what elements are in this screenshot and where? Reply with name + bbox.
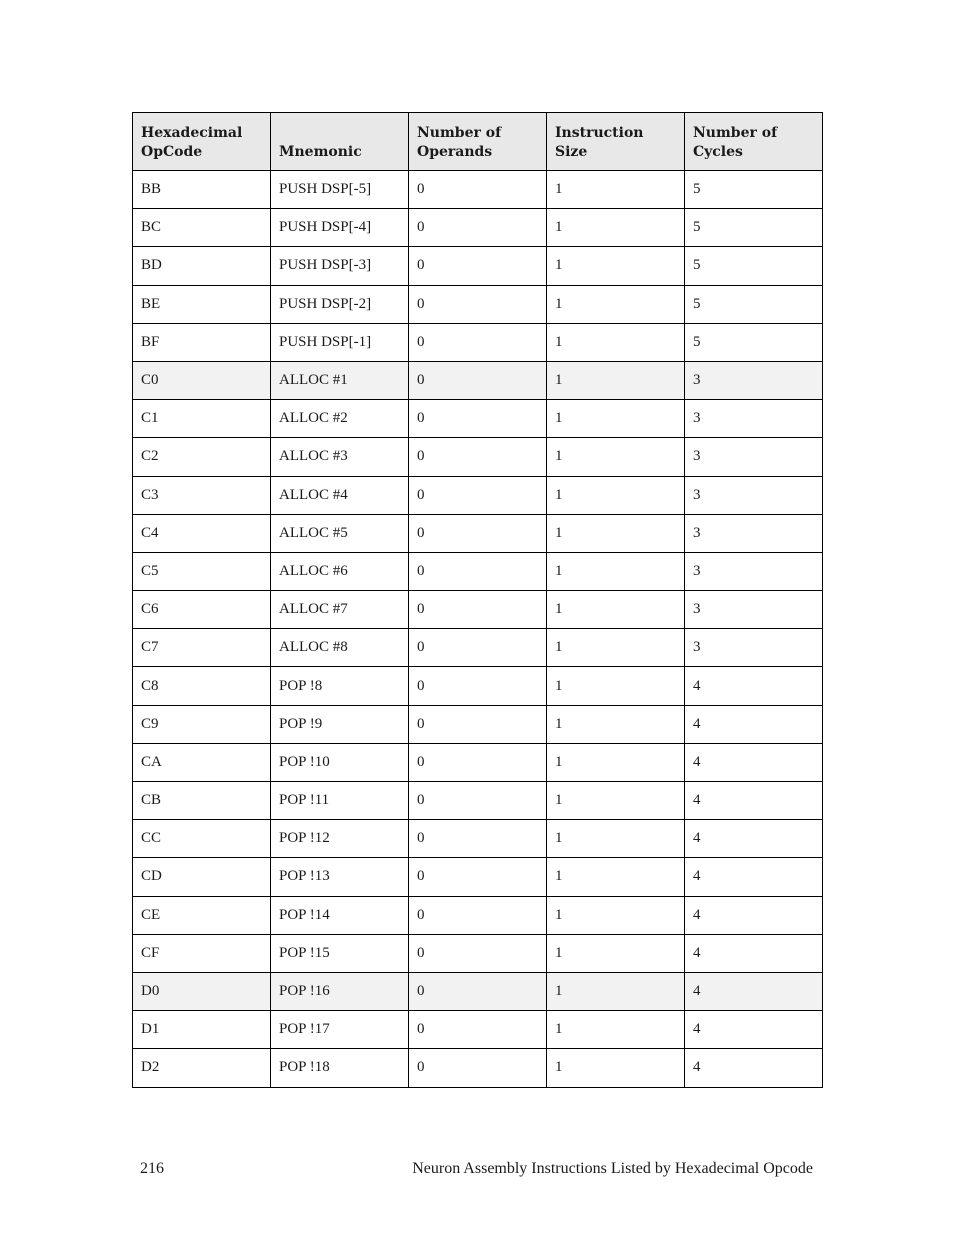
table-row [133, 667, 823, 705]
operands-cell: 0 [409, 629, 547, 667]
size-cell: 1 [547, 476, 685, 514]
size-cell: 1 [547, 1049, 685, 1087]
opcode-cell: BE [133, 285, 271, 323]
size-cell: 1 [547, 820, 685, 858]
cycles-cell: 3 [685, 514, 823, 552]
footer-section-title: Neuron Assembly Instructions Listed by Hexadecimal Opcode [412, 1160, 813, 1177]
mnemonic-cell: POP !10 [271, 743, 409, 781]
mnemonic-cell: POP !18 [271, 1049, 409, 1087]
operands-cell: 0 [409, 171, 547, 209]
operands-cell: 0 [409, 743, 547, 781]
table-row [133, 209, 823, 247]
mnemonic-cell: POP !9 [271, 705, 409, 743]
operands-cell: 0 [409, 820, 547, 858]
mnemonic-cell: POP !13 [271, 858, 409, 896]
table-row [133, 896, 823, 934]
operands-cell: 0 [409, 1011, 547, 1049]
cycles-cell: 4 [685, 1011, 823, 1049]
operands-cell: 0 [409, 1049, 547, 1087]
mnemonic-cell: PUSH DSP[-4] [271, 209, 409, 247]
header-line: Hexadecimal [141, 125, 243, 141]
cycles-cell: 4 [685, 743, 823, 781]
opcode-cell: C7 [133, 629, 271, 667]
table-row [133, 171, 823, 209]
size-cell: 1 [547, 782, 685, 820]
opcode-cell: CD [133, 858, 271, 896]
mnemonic-cell: PUSH DSP[-3] [271, 247, 409, 285]
cycles-cell: 5 [685, 171, 823, 209]
size-cell: 1 [547, 514, 685, 552]
mnemonic-cell: PUSH DSP[-2] [271, 285, 409, 323]
table-row [133, 1049, 823, 1087]
size-cell: 1 [547, 400, 685, 438]
cycles-cell: 3 [685, 476, 823, 514]
table-row [133, 1011, 823, 1049]
size-cell: 1 [547, 667, 685, 705]
operands-cell: 0 [409, 361, 547, 399]
header-line: Cycles [693, 144, 743, 160]
size-cell: 1 [547, 361, 685, 399]
cycles-cell: 3 [685, 629, 823, 667]
header-line: Size [555, 144, 588, 160]
cycles-cell: 3 [685, 552, 823, 590]
opcode-cell: C5 [133, 552, 271, 590]
mnemonic-cell: POP !17 [271, 1011, 409, 1049]
opcode-cell: CA [133, 743, 271, 781]
table-row [133, 972, 823, 1010]
mnemonic-cell: ALLOC #5 [271, 514, 409, 552]
operands-cell: 0 [409, 934, 547, 972]
cycles-cell: 4 [685, 705, 823, 743]
size-cell: 1 [547, 552, 685, 590]
table-row [133, 934, 823, 972]
size-cell: 1 [547, 247, 685, 285]
table-row [133, 591, 823, 629]
cycles-cell: 4 [685, 972, 823, 1010]
header-hex-opcode [133, 113, 271, 171]
operands-cell: 0 [409, 438, 547, 476]
size-cell: 1 [547, 858, 685, 896]
opcode-cell: C1 [133, 400, 271, 438]
mnemonic-cell: POP !16 [271, 972, 409, 1010]
table-row [133, 247, 823, 285]
size-cell: 1 [547, 209, 685, 247]
mnemonic-cell: PUSH DSP[-5] [271, 171, 409, 209]
operands-cell: 0 [409, 400, 547, 438]
size-cell: 1 [547, 743, 685, 781]
table-row [133, 705, 823, 743]
cycles-cell: 3 [685, 400, 823, 438]
table-row [133, 400, 823, 438]
mnemonic-cell: PUSH DSP[-1] [271, 323, 409, 361]
mnemonic-cell: POP !15 [271, 934, 409, 972]
opcode-cell: C9 [133, 705, 271, 743]
cycles-cell: 4 [685, 896, 823, 934]
operands-cell: 0 [409, 285, 547, 323]
mnemonic-cell: ALLOC #7 [271, 591, 409, 629]
size-cell: 1 [547, 934, 685, 972]
size-cell: 1 [547, 1011, 685, 1049]
operands-cell: 0 [409, 591, 547, 629]
opcode-cell: D2 [133, 1049, 271, 1087]
opcode-cell: C6 [133, 591, 271, 629]
cycles-cell: 4 [685, 858, 823, 896]
table-row [133, 361, 823, 399]
size-cell: 1 [547, 972, 685, 1010]
mnemonic-cell: POP !8 [271, 667, 409, 705]
mnemonic-cell: ALLOC #4 [271, 476, 409, 514]
size-cell: 1 [547, 896, 685, 934]
opcode-cell: BD [133, 247, 271, 285]
opcode-cell: C8 [133, 667, 271, 705]
operands-cell: 0 [409, 705, 547, 743]
mnemonic-cell: ALLOC #1 [271, 361, 409, 399]
size-cell: 1 [547, 285, 685, 323]
operands-cell: 0 [409, 323, 547, 361]
cycles-cell: 5 [685, 209, 823, 247]
operands-cell: 0 [409, 552, 547, 590]
table-row [133, 820, 823, 858]
cycles-cell: 4 [685, 667, 823, 705]
mnemonic-cell: ALLOC #2 [271, 400, 409, 438]
size-cell: 1 [547, 591, 685, 629]
table-row [133, 552, 823, 590]
table-row [133, 743, 823, 781]
header-mnemonic [271, 113, 409, 171]
table-row [133, 514, 823, 552]
opcode-cell: CE [133, 896, 271, 934]
mnemonic-cell: ALLOC #6 [271, 552, 409, 590]
table-row [133, 782, 823, 820]
opcode-cell: C3 [133, 476, 271, 514]
mnemonic-cell: POP !14 [271, 896, 409, 934]
header-operands [409, 113, 547, 171]
opcode-cell: C4 [133, 514, 271, 552]
size-cell: 1 [547, 705, 685, 743]
header-line: Instruction [555, 125, 644, 141]
cycles-cell: 5 [685, 247, 823, 285]
size-cell: 1 [547, 438, 685, 476]
opcode-cell: CB [133, 782, 271, 820]
operands-cell: 0 [409, 247, 547, 285]
operands-cell: 0 [409, 896, 547, 934]
opcode-cell: BC [133, 209, 271, 247]
cycles-cell: 5 [685, 285, 823, 323]
cycles-cell: 3 [685, 361, 823, 399]
cycles-cell: 3 [685, 591, 823, 629]
cycles-cell: 4 [685, 934, 823, 972]
opcode-cell: D0 [133, 972, 271, 1010]
page-number: 216 [140, 1160, 164, 1177]
cycles-cell: 4 [685, 1049, 823, 1087]
opcode-cell: BB [133, 171, 271, 209]
mnemonic-cell: ALLOC #8 [271, 629, 409, 667]
header-cycles [685, 113, 823, 171]
mnemonic-cell: POP !11 [271, 782, 409, 820]
size-cell: 1 [547, 629, 685, 667]
operands-cell: 0 [409, 667, 547, 705]
operands-cell: 0 [409, 972, 547, 1010]
opcode-cell: CF [133, 934, 271, 972]
mnemonic-cell: POP !12 [271, 820, 409, 858]
operands-cell: 0 [409, 209, 547, 247]
opcode-cell: D1 [133, 1011, 271, 1049]
opcode-cell: C2 [133, 438, 271, 476]
header-line: OpCode [141, 144, 203, 160]
header-line: Operands [417, 144, 493, 160]
table-row [133, 285, 823, 323]
header-line: Number of [417, 125, 502, 141]
size-cell: 1 [547, 323, 685, 361]
size-cell: 1 [547, 171, 685, 209]
cycles-cell: 5 [685, 323, 823, 361]
opcode-cell: C0 [133, 361, 271, 399]
operands-cell: 0 [409, 476, 547, 514]
table-header-row [133, 113, 823, 171]
table-row [133, 323, 823, 361]
cycles-cell: 3 [685, 438, 823, 476]
header-line: Mnemonic [279, 144, 362, 160]
table-row [133, 438, 823, 476]
table-row [133, 629, 823, 667]
operands-cell: 0 [409, 782, 547, 820]
cycles-cell: 4 [685, 782, 823, 820]
operands-cell: 0 [409, 514, 547, 552]
header-line: Number of [693, 125, 778, 141]
table-row [133, 858, 823, 896]
table-body [133, 171, 823, 1088]
operands-cell: 0 [409, 858, 547, 896]
header-instruction-size [547, 113, 685, 171]
opcode-cell: BF [133, 323, 271, 361]
cycles-cell: 4 [685, 820, 823, 858]
opcode-table [132, 112, 823, 1088]
mnemonic-cell: ALLOC #3 [271, 438, 409, 476]
opcode-cell: CC [133, 820, 271, 858]
table-row [133, 476, 823, 514]
